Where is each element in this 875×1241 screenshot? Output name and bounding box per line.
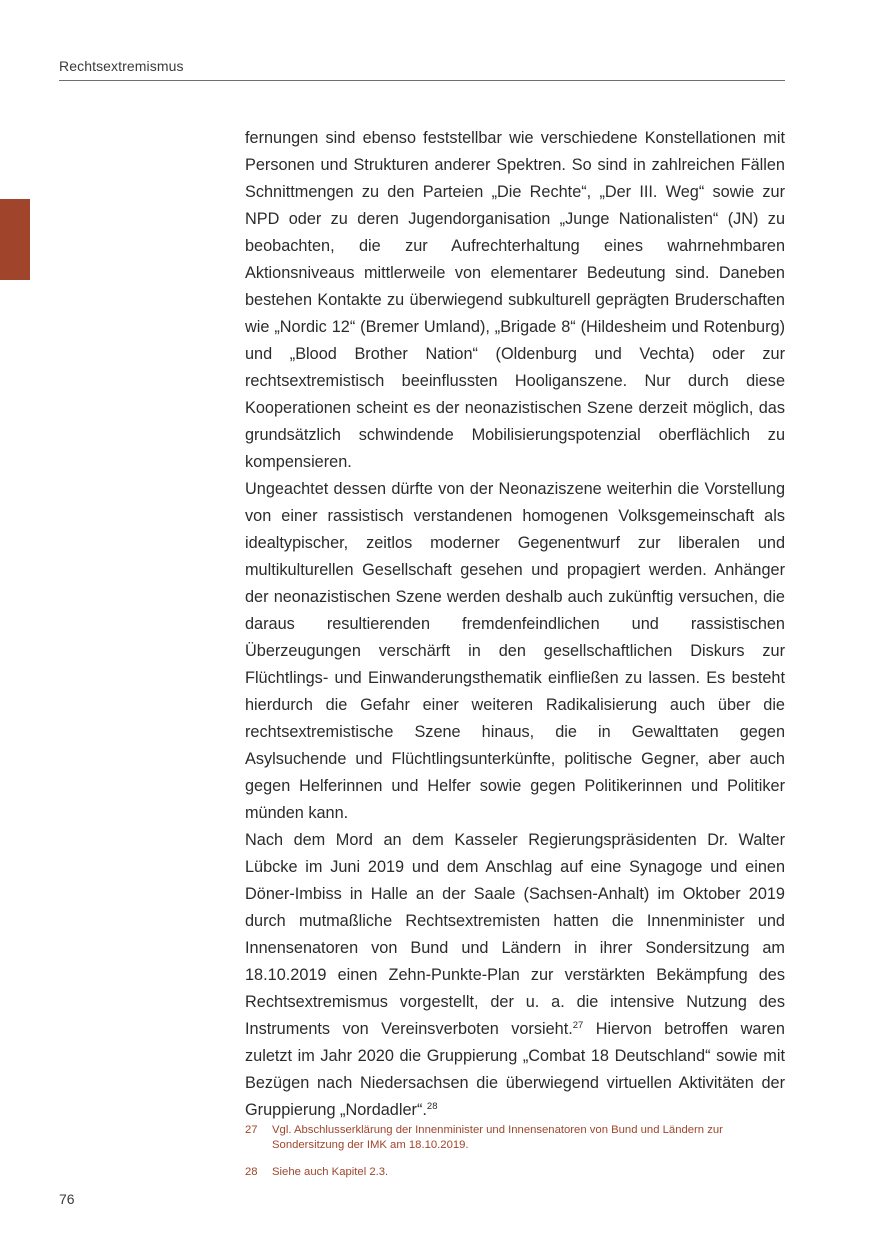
paragraph-3-text-part-2: Hiervon betroffen waren zuletzt im Jahr 2020 die Gruppierung „Combat 18 Deutschland“ sowie mit Bezügen nach Niedersachsen die überwiegend virtuellen Aktivitäten der Gruppierung „Nordadler“.	[245, 1020, 785, 1119]
chapter-marker	[0, 199, 30, 280]
footnote-number: 27	[245, 1124, 258, 1136]
running-header: Rechtsextremismus	[59, 58, 184, 74]
footnote-ref-27[interactable]: 27	[572, 1020, 584, 1031]
paragraph-1: fernungen sind ebenso feststellbar wie verschiedene Konstellationen mit Personen und Strukturen anderer Spektren. So sind in zahlreichen Fällen Schnittmengen zu den Parteien „Die Rechte“, „Der III. Weg“ sowie zur NPD oder zu deren Jugendorganisation „Junge Nationalisten“ (JN) zu beobachten, die zur Aufrechterhaltung eines wahrnehmbaren Aktionsniveaus mittlerweile von elementarer Bedeutung sind. Daneben bestehen Kontakte zu überwiegend subkulturell geprägten Bruderschaften wie „Nordic 12“ (Bremer Umland), „Brigade 8“ (Hildesheim und Rotenburg) und „Blood Brother Nation“ (Oldenburg und Vechta) oder zur rechtsextremistisch beeinflussten Hooliganszene. Nur durch diese Kooperationen scheint es der neonazistischen Szene derzeit möglich, das grundsätzlich schwindende Mobilisierungspotenzial oberflächlich zu kompensieren.	[245, 129, 785, 471]
footnote-text: Siehe auch Kapitel 2.3.	[272, 1166, 389, 1178]
header-rule	[59, 80, 785, 81]
footnote-ref-28[interactable]: 28	[426, 1101, 438, 1112]
paragraph-2: Ungeachtet dessen dürfte von der Neonaziszene weiterhin die Vorstellung von einer rassistisch verstandenen homogenen Volksgemeinschaft als idealtypischer, zeitlos moderner Gegenentwurf zur liberalen und multikulturellen Gesellschaft gesehen und propagiert werden. Anhänger der neonazistischen Szene werden deshalb auch zukünftig versuchen, die daraus resultierenden fremdenfeindlichen und rassistischen Überzeugungen verschärft in den gesellschaftlichen Diskurs zur Flüchtlings- und Einwanderungsthematik einfließen zu lassen. Es besteht hierdurch die Gefahr einer weiteren Radikalisierung auch über die rechtsextremistische Szene hinaus, die in Gewalttaten gegen Asylsuchende und Flüchtlingsunterkünfte, politische Gegner, aber auch gegen Helferinnen und Helfer sowie gegen Politikerinnen und Politiker münden kann.	[245, 480, 785, 822]
body-text	[245, 125, 785, 1124]
footnotes	[245, 1123, 785, 1192]
footnote-number: 28	[245, 1166, 258, 1178]
page-number: 76	[59, 1191, 75, 1207]
footnote-27	[245, 1123, 785, 1153]
paragraph-3	[245, 827, 785, 1124]
footnote-text: Vgl. Abschlusserklärung der Innenminister und Innensenatoren von Bund und Ländern zur Sondersitzung der IMK am 18.10.2019.	[272, 1124, 723, 1151]
footnote-28	[245, 1165, 785, 1180]
paragraph-3-text-part-1: Nach dem Mord an dem Kasseler Regierungspräsidenten Dr. Walter Lübcke im Juni 2019 und dem Anschlag auf eine Synagoge und einen Döner-Imbiss in Halle an der Saale (Sachsen-Anhalt) im Oktober 2019 durch mutmaßliche Rechtsextremisten hatten die Innenminister und Innensenatoren von Bund und Ländern in ihrer Sondersitzung am 18.10.2019 einen Zehn-Punkte-Plan zur verstärkten Bekämpfung des Rechtsextremismus vorgestellt, der u. a. die intensive Nutzung des Instruments von Vereinsverboten vorsieht.	[245, 831, 785, 1038]
